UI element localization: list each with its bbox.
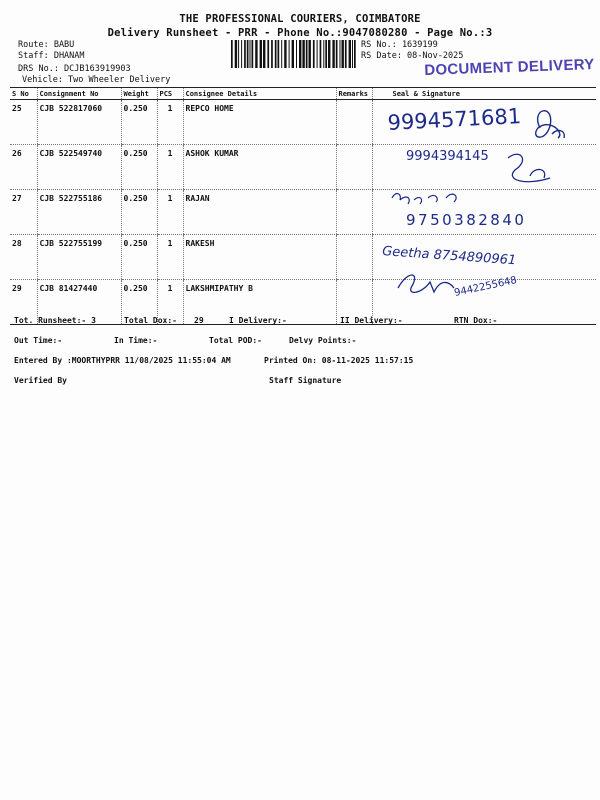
cell-consignment: CJB 522755186 (37, 190, 121, 235)
tamil-script-mark-27 (392, 194, 456, 204)
out-time: Out Time:- (14, 336, 63, 345)
cell-pcs: 1 (157, 145, 183, 190)
col-header-sno: S No (10, 88, 37, 100)
cell-remarks (336, 145, 372, 190)
handwriting-row-26: 9994394145 (406, 149, 489, 164)
cell-weight: 0.250 (121, 280, 157, 325)
cell-sno: 28 (10, 235, 37, 280)
cell-weight: 0.250 (121, 190, 157, 235)
total-dox-value: 29 (194, 316, 204, 325)
cell-remarks (336, 190, 372, 235)
tot-runsheet: Tot. Runsheet:- 3 (14, 316, 96, 325)
drs-number: DRS No.: DCJB163919903 (18, 64, 131, 74)
handwriting-row-27: 9750382840 (406, 211, 527, 229)
cell-consignee: REPCO HOME (183, 100, 336, 145)
signature-mark-25 (536, 111, 565, 138)
handwriting-row-25: 9994571681 (387, 104, 522, 135)
entered-by: Entered By :MOORTHYPRR 11/08/2025 11:55:04 AM (14, 356, 231, 365)
rtn-dox: RTN Dox:- (454, 316, 498, 325)
col-header-remarks: Remarks (336, 88, 372, 100)
cell-pcs: 1 (157, 280, 183, 325)
company-title: THE PROFESSIONAL COURIERS, COIMBATORE (179, 13, 421, 25)
handwriting-row-28: Geetha 8754890961 (381, 244, 517, 269)
printed-on: Printed On: 08-11-2025 11:57:15 (264, 356, 414, 365)
route-label: Route: BABU (18, 40, 75, 50)
cell-sno: 26 (10, 145, 37, 190)
handwritten-signatures (380, 98, 595, 308)
total-dox-label: Total Dox:- (124, 316, 177, 325)
cell-pcs: 1 (157, 190, 183, 235)
document-delivery-stamp: DOCUMENT DELIVERY (424, 56, 595, 79)
col-header-weight: Weight (121, 88, 157, 100)
ii-delivery: II Delivery:- (340, 316, 403, 325)
cell-weight: 0.250 (121, 100, 157, 145)
cell-pcs: 1 (157, 235, 183, 280)
i-delivery: I Delivery:- (229, 316, 287, 325)
cell-consignment: CJB 522549740 (37, 145, 121, 190)
staff-signature: Staff Signature (269, 376, 342, 385)
cell-weight: 0.250 (121, 145, 157, 190)
cell-sno: 25 (10, 100, 37, 145)
cell-consignment: CJB 522755199 (37, 235, 121, 280)
rs-date: RS Date: 08-Nov-2025 (361, 51, 464, 61)
col-header-pcs: PCS (157, 88, 183, 100)
cell-weight: 0.250 (121, 235, 157, 280)
staff-label: Staff: DHANAM (18, 51, 85, 61)
cell-sno: 27 (10, 190, 37, 235)
col-header-consignee: Consignee Details (183, 88, 336, 100)
vehicle-label: Vehicle: Two Wheeler Delivery (22, 75, 171, 85)
verified-by: Verified By (14, 376, 67, 385)
col-header-consignment: Consignment No (37, 88, 121, 100)
handwriting-row-29: 9442255648 (453, 274, 518, 299)
runsheet-subtitle: Delivery Runsheet - PRR - Phone No.:9047080280 - Page No.:3 (107, 27, 493, 39)
barcode-image (231, 40, 357, 68)
cell-sno: 29 (10, 280, 37, 325)
total-pod: Total POD:- (209, 336, 262, 345)
signature-mark-29 (398, 275, 454, 292)
cell-consignment: CJB 81427440 (37, 280, 121, 325)
cell-consignee: RAKESH (183, 235, 336, 280)
cell-consignee: RAJAN (183, 190, 336, 235)
cell-remarks (336, 235, 372, 280)
cell-consignee: LAKSHMIPATHY B (183, 280, 336, 325)
in-time: In Time:- (114, 336, 158, 345)
delvy-points: Delvy Points:- (289, 336, 357, 345)
col-header-seal-signature: Seal & Signature (372, 88, 596, 100)
rs-number: RS No.: 1639199 (361, 40, 438, 50)
cell-consignee: ASHOK KUMAR (183, 145, 336, 190)
cell-remarks (336, 100, 372, 145)
signature-mark-26 (508, 154, 550, 181)
cell-consignment: CJB 522817060 (37, 100, 121, 145)
cell-pcs: 1 (157, 100, 183, 145)
